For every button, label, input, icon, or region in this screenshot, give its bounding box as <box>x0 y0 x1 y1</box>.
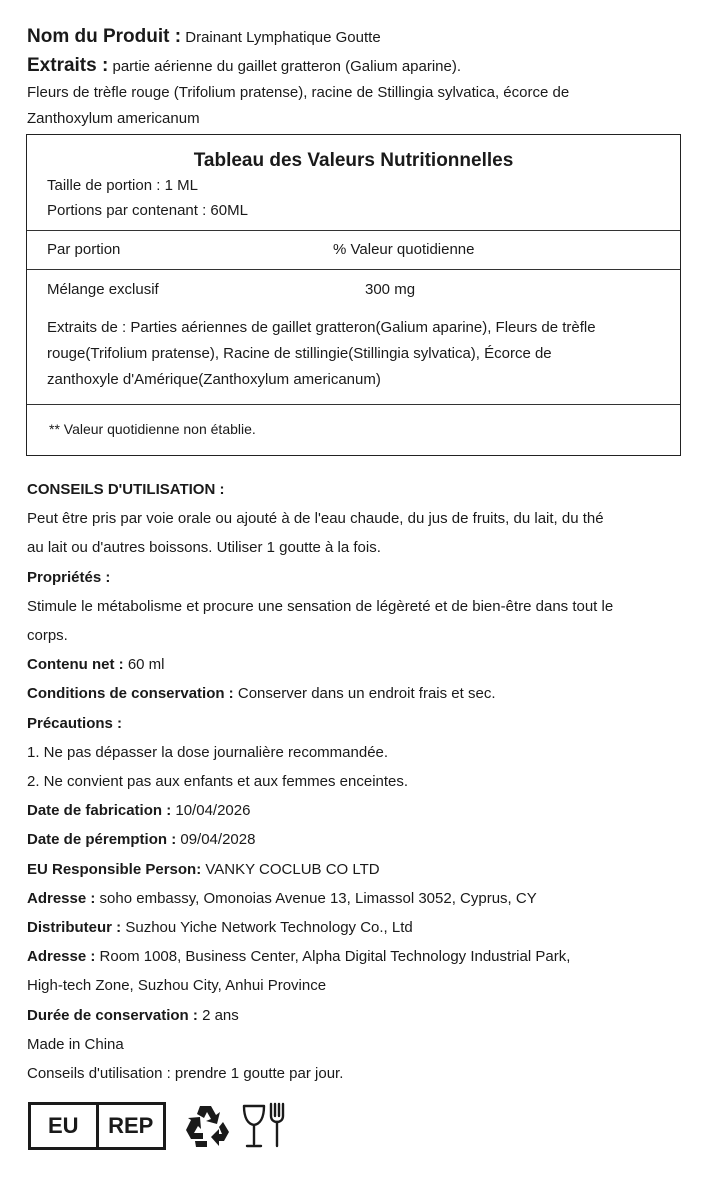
precaution-item: 2. Ne convient pas aux enfants et aux femmes enceintes. <box>27 773 409 791</box>
divider <box>27 269 680 270</box>
shelf-life-value: 2 ans <box>202 1006 239 1024</box>
blend-amount: 300 mg <box>365 281 416 298</box>
address-value: Room 1008, Business Center, Alpha Digital Technology Industrial Park, <box>99 948 571 966</box>
properties-heading: Propriétés : <box>27 568 111 586</box>
extracts-line-2: Fleurs de trèfle rouge (Trifolium pratense), racine de Stillingia sylvatica, écorce de <box>27 84 570 101</box>
extracts-line-3: Zanthoxylum americanum <box>27 110 200 127</box>
serving-size: Taille de portion : 1 ML <box>47 177 198 194</box>
address-value: soho embassy, Omonoias Avenue 13, Limassol 3052, Cyprus, CY <box>99 889 537 907</box>
extracts-label: Extraits : <box>27 55 109 76</box>
food-contact-icon <box>240 1100 288 1152</box>
blend-name: Mélange exclusif <box>47 281 159 298</box>
properties-line: corps. <box>27 627 68 645</box>
eu-text: EU <box>47 1113 79 1138</box>
rep-text: REP <box>108 1113 154 1138</box>
storage-value: Conserver dans un endroit frais et sec. <box>237 685 496 703</box>
shelf-life <box>27 1001 697 1030</box>
blend-row <box>47 281 416 298</box>
divider <box>27 230 680 231</box>
distributor-value: Suzhou Yiche Network Technology Co., Ltd <box>125 919 413 937</box>
expiry-date-value: 09/04/2028 <box>180 831 256 849</box>
address-label: Adresse : <box>27 889 96 907</box>
column-header-row <box>47 241 475 258</box>
blend-description <box>47 315 660 393</box>
net-content <box>27 650 697 679</box>
blend-line: rouge(Trifolium pratense), Racine de stillingie(Stillingia sylvatica), Écorce de <box>47 345 552 362</box>
daily-value-header: % Valeur quotidienne <box>333 241 475 258</box>
shelf-life-label: Durée de conservation : <box>27 1006 198 1024</box>
product-name-value: Drainant Lymphatique Goutte <box>185 29 381 46</box>
manufacture-date <box>27 796 697 825</box>
blend-line: zanthoxyle d'Amérique(Zanthoxylum americanum) <box>47 371 381 388</box>
net-content-label: Contenu net : <box>27 656 124 674</box>
nutrition-facts-panel <box>26 134 681 456</box>
expiry-date-label: Date de péremption : <box>27 831 177 849</box>
distributor-address <box>27 942 697 971</box>
product-info <box>27 475 697 1088</box>
distributor-label: Distributeur : <box>27 919 122 937</box>
manufacture-date-label: Date de fabrication : <box>27 802 172 820</box>
eu-rep-icon <box>28 1102 166 1150</box>
manufacture-date-value: 10/04/2026 <box>175 802 251 820</box>
daily-value-footnote: ** Valeur quotidienne non établie. <box>49 421 256 437</box>
usage-line: Peut être pris par voie orale ou ajouté à de l'eau chaude, du jus de fruits, du lait, du thé <box>27 510 604 528</box>
precautions-heading: Précautions : <box>27 714 123 732</box>
origin: Made in China <box>27 1035 124 1053</box>
product-name-line <box>27 22 687 53</box>
address-label: Adresse : <box>27 948 96 966</box>
divider <box>27 404 680 405</box>
servings-per-container: Portions par contenant : 60ML <box>47 202 248 219</box>
net-content-value: 60 ml <box>127 656 165 674</box>
product-name-label: Nom du Produit : <box>27 26 182 47</box>
per-serving-header: Par portion <box>47 241 121 258</box>
storage-label: Conditions de conservation : <box>27 685 234 703</box>
eu-responsible <box>27 855 697 884</box>
properties-line: Stimule le métabolisme et procure une sensation de légèreté et de bien-être dans tout le <box>27 597 614 615</box>
precaution-item: 1. Ne pas dépasser la dose journalière recommandée. <box>27 743 389 761</box>
usage-heading: CONSEILS D'UTILISATION : <box>27 481 225 498</box>
blend-line: Extraits de : Parties aériennes de gaillet gratteron(Galium aparine), Fleurs de trèfle <box>47 319 596 336</box>
distributor <box>27 913 697 942</box>
eu-address <box>27 884 697 913</box>
dosage-instruction: Conseils d'utilisation : prendre 1 goutte par jour. <box>27 1065 344 1083</box>
extracts-value: partie aérienne du gaillet gratteron (Galium aparine). <box>112 58 462 75</box>
recycle-icon <box>183 1102 233 1150</box>
address-line: High-tech Zone, Suzhou City, Anhui Province <box>27 977 327 995</box>
expiry-date <box>27 825 697 854</box>
nutrition-title: Tableau des Valeurs Nutritionnelles <box>193 150 514 171</box>
eu-responsible-value: VANKY COCLUB CO LTD <box>205 860 380 878</box>
usage-line: au lait ou d'autres boissons. Utiliser 1 goutte à la fois. <box>27 539 381 557</box>
extracts-line <box>27 53 687 80</box>
storage-conditions <box>27 679 697 708</box>
product-header <box>27 22 687 132</box>
eu-responsible-label: EU Responsible Person: <box>27 860 202 878</box>
